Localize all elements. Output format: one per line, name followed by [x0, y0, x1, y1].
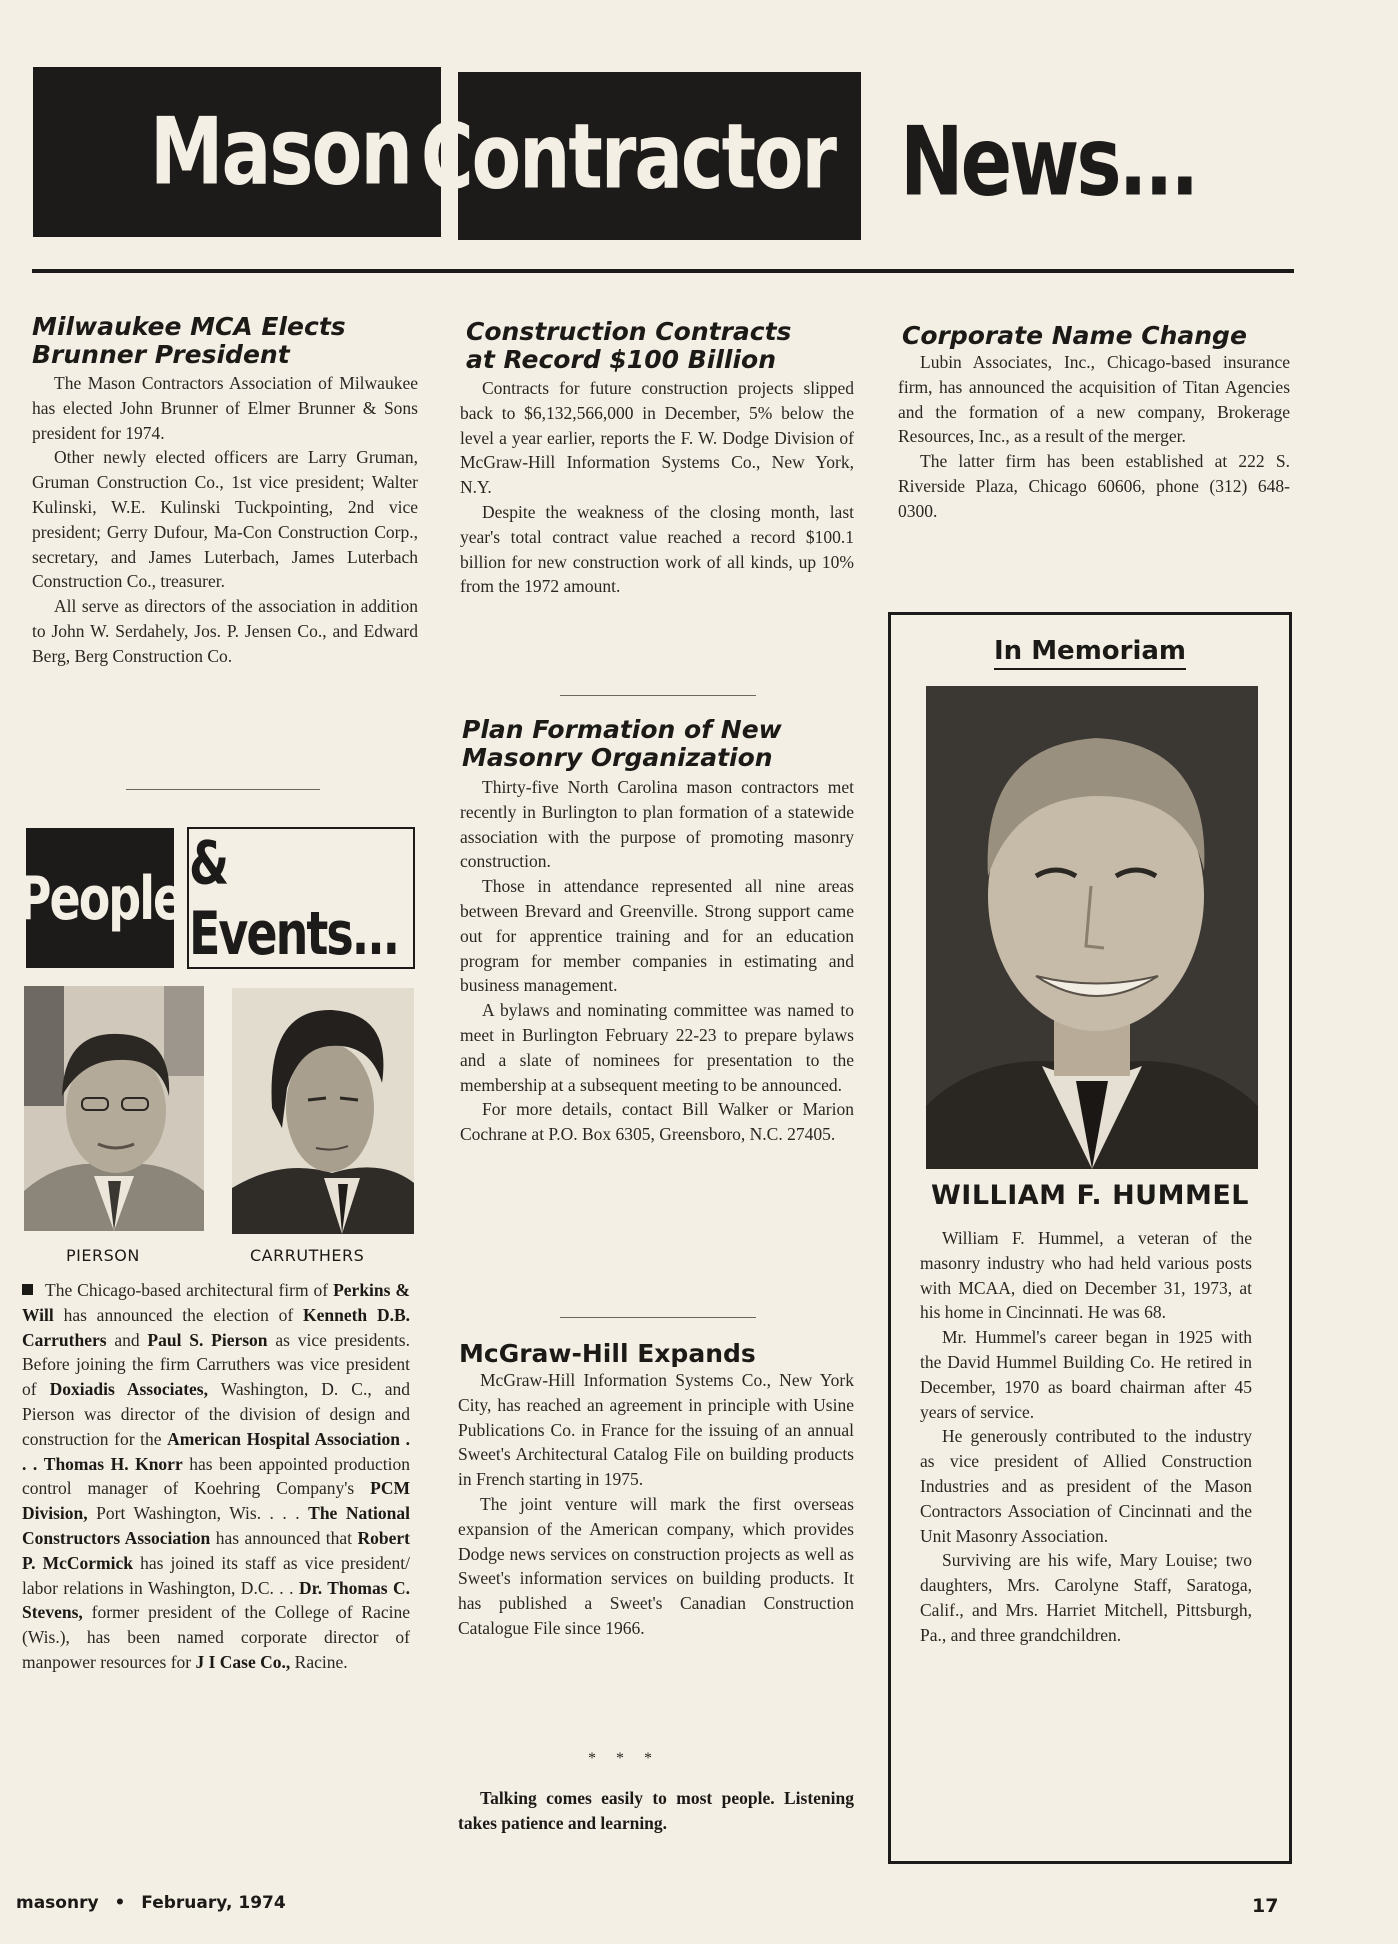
- article-plan-formation-body: [460, 775, 854, 1147]
- headline-mcgraw-hill: McGraw-Hill Expands: [459, 1339, 756, 1368]
- paragraph: He generously contributed to the industry as vice president of Allied Construction Industries and as president of the Mason Contractors Association of Cincinnati and the Unit Masonry Association.: [920, 1426, 1252, 1546]
- paragraph: Lubin Associates, Inc., Chicago-based insurance firm, has announced the acquisition of Titan Agencies and the formation of a new company, Brokerage Resources, Inc., as a result of the merger.: [898, 352, 1290, 447]
- paragraph: Other newly elected officers are Larry Gruman, Gruman Construction Co., 1st vice president; Walter Kulinski, W.E. Kulinski Tuckpointing, 2nd vice president; Gerry Dufour, Ma-Con Construction Corp., secretary, and James Luterbach, James Luterbach Construction Co., treasurer.: [32, 447, 418, 592]
- hummel-portrait: [926, 686, 1258, 1169]
- paragraph: Contracts for future construction projects slipped back to $6,132,566,000 in December, 5% below the level a year earlier, reports the F. W. Dodge Division of McGraw-Hill Information Systems Co., New York, N.Y.: [460, 378, 854, 498]
- masthead-news: [900, 105, 1197, 217]
- footer: [16, 1893, 286, 1913]
- masthead-contractor: [420, 72, 861, 240]
- pierson-portrait: [24, 986, 204, 1231]
- divider: [560, 1317, 756, 1318]
- paragraph: Thirty-five North Carolina mason contractors met recently in Burlington to plan formation of a statewide association with the purpose of promoting masonry construction.: [460, 777, 854, 872]
- footer-date: February, 1974: [141, 1893, 286, 1913]
- paragraph: A bylaws and nominating committee was named to meet in Burlington February 22-23 to prepare bylaws and a slate of nominees for presentation to the membership at a subsequent meeting to be announced.: [460, 1000, 854, 1095]
- memoriam-title: In Memoriam: [888, 636, 1292, 666]
- paragraph: The joint venture will mark the first overseas expansion of the American company, which provides Dodge news services on construction projects as well as Sweet's information services on building products. It has published a Sweet's Canadian Construction Catalogue File since 1966.: [458, 1493, 854, 1638]
- divider: [126, 789, 320, 790]
- masthead-word-news: News...: [900, 105, 1197, 217]
- article-mcgraw-hill-body: [458, 1368, 854, 1641]
- paragraph: Talking comes easily to most people. Listening takes patience and learning.: [458, 1788, 854, 1833]
- carruthers-portrait: [232, 988, 414, 1234]
- masthead-word-mason: Mason: [149, 98, 411, 206]
- memoriam-body: [920, 1226, 1252, 1648]
- paragraph: Despite the weakness of the closing month, last year's total contract value reached a record $100.1 billion for new construction work of all kinds, up 10% from the 1972 amount.: [460, 501, 854, 597]
- events-label: & Events...: [189, 827, 399, 969]
- carruthers-photo: [232, 988, 414, 1234]
- hummel-photo: [926, 686, 1258, 1169]
- masthead-mason: [33, 67, 441, 237]
- paragraph: The latter firm has been established at 222 S. Riverside Plaza, Chicago 60606, phone (312) 648-0300.: [898, 451, 1290, 521]
- caption-pierson: PIERSON: [66, 1246, 140, 1265]
- paragraph: The Mason Contractors Association of Milwaukee has elected John Brunner of Elmer Brunner & Sons president for 1974.: [32, 373, 418, 443]
- headline-plan-formation: Plan Formation of New Masonry Organization: [462, 715, 782, 772]
- paragraph: Those in attendance represented all nine areas between Brevard and Greenville. Strong support came out for apprentice training and for an education program for member companies in estimating and business management.: [460, 876, 854, 996]
- divider: [560, 695, 756, 696]
- headline-corporate-name-change: Corporate Name Change: [902, 321, 1247, 350]
- paragraph: For more details, contact Bill Walker or Marion Cochrane at P.O. Box 6305, Greensboro, N.C. 27405.: [460, 1099, 854, 1145]
- people-events-body: [22, 1278, 410, 1675]
- masthead-word-contractor: Contractor: [420, 103, 835, 209]
- article-construction-body: [460, 376, 854, 599]
- footer-bullet: •: [114, 1893, 126, 1913]
- pierson-photo: [24, 986, 204, 1231]
- paragraph: The Chicago-based architectural firm of Perkins & Will has announced the election of Kenneth D.B. Carruthers and Paul S. Pierson as vice presidents. Before joining the firm Carruthers was vice president of Doxiadis Associates, Washington, D. C., and Pierson was director of the division of design and construction for the American Hospital Association . . . Thomas H. Knorr has been appointed production control manager of Koehring Company's PCM Division, Port Washington, Wis. . . . The National Constructors Association has announced that Robert P. McCormick has joined its staff as vice president/ labor relations in Washington, D.C. . . Dr. Thomas C. Stevens, former president of the College of Racine (Wis.), has been named corporate director of manpower resources for J I Case Co., Racine.: [22, 1280, 411, 1672]
- people-box: [17, 828, 183, 968]
- paragraph: Surviving are his wife, Mary Louise; two daughters, Mrs. Carolyne Staff, Saratoga, Calif., and Mrs. Harriet Mitchell, Pittsburgh, Pa., and three grandchildren.: [920, 1550, 1252, 1645]
- page-number: 17: [1252, 1895, 1279, 1917]
- paragraph: William F. Hummel, a veteran of the masonry industry who had held various posts with MCAA, died on December 31, 1973, at his home in Cincinnati. He was 68.: [920, 1228, 1252, 1323]
- paragraph: All serve as directors of the association in addition to John W. Serdahely, Jos. P. Jensen Co., and Edward Berg, Berg Construction Co.: [32, 596, 418, 666]
- separator-stars: * * *: [588, 1750, 660, 1767]
- people-label: People: [17, 862, 183, 934]
- events-box: [187, 827, 415, 969]
- caption-carruthers: CARRUTHERS: [250, 1246, 365, 1265]
- bullet-square: [22, 1284, 33, 1295]
- article-corporate-body: [898, 350, 1290, 524]
- footer-publication: masonry: [16, 1893, 99, 1913]
- paragraph: Mr. Hummel's career began in 1925 with the David Hummel Building Co. He retired in December, 1970 as board chairman after 45 years of service.: [920, 1327, 1252, 1422]
- quote: [458, 1786, 854, 1836]
- article-milwaukee-body: [32, 371, 418, 669]
- masthead-rule: [32, 269, 1294, 273]
- headline-milwaukee: Milwaukee MCA Elects Brunner President: [32, 312, 346, 369]
- hummel-name: WILLIAM F. HUMMEL: [931, 1180, 1249, 1211]
- paragraph: McGraw-Hill Information Systems Co., New York City, has reached an agreement in principle with Usine Publications Co. in France for the issuing of an annual Sweet's Architectural Catalog File on building products in French starting in 1975.: [458, 1370, 854, 1490]
- headline-construction-contracts: Construction Contracts at Record $100 Billion: [466, 317, 792, 374]
